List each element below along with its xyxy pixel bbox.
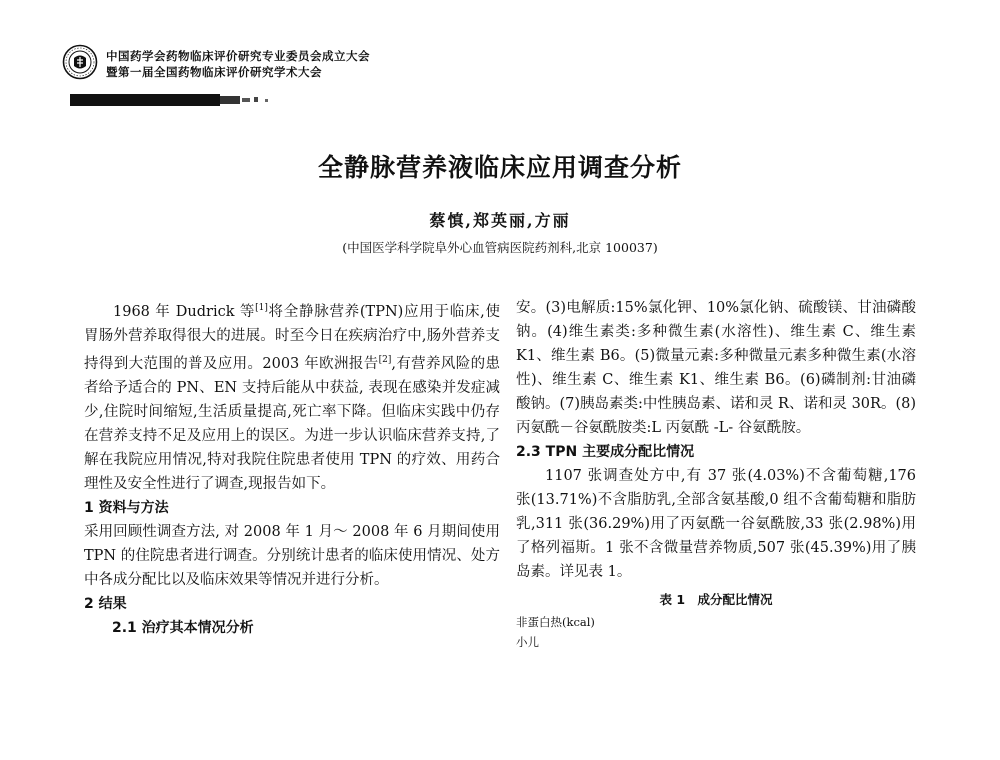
left-column [84, 296, 500, 640]
intro-paragraph: 1968 年 Dudrick 等[1]将全静脉营养(TPN)应用于临床,使胃肠外营养取得很大的进展。时至今日在疾病治疗中,肠外营养支持得到大范围的普及应用。2003 年欧洲报告[2],有营养风险的患者给予适合的 PN、EN 支持后能从中获益, 表现在感染并发症减少,住院时间缩短,生活质量提高,死亡率下降。但临床实践中仍存在营养支持不足及应用上的误区。为进一步认识临床营养支持,了解在我院应用情况,特对我院住院患者使用 TPN 的疗效、用药合理性及安全性进行了调查,现报告如下。 [84, 303, 501, 492]
methods-paragraph: 采用回顾性调查方法, 对 2008 年 1 月～ 2008 年 6 月期间使用 TPN 的住院患者进行调查。分别统计患者的临床使用情况、处方中各成分配比以及临床效果等情况并进行分析。 [84, 523, 500, 588]
paper-title: 全静脉营养液临床应用调查分析 [317, 153, 682, 182]
citation-2: [2] [378, 354, 392, 365]
society-seal-icon [62, 44, 98, 80]
org-name-line-1: 中国药学会药物临床评价研究专业委员会成立大会 [106, 49, 370, 63]
section-heading-1: 1 资料与方法 [84, 499, 169, 516]
conference-header [62, 44, 482, 94]
right-column [516, 296, 916, 652]
table-caption: 表 1 成分配比情况 [659, 592, 773, 607]
authors: 蔡慎,郑英丽,方丽 [429, 211, 571, 230]
ratio-paragraph: 1107 张调查处方中,有 37 张(4.03%)不含葡萄糖,176 张(13.71%)不含脂肪乳,全部含氨基酸,0 组不含葡萄糖和脂肪乳,311 张(36.29%)用了丙氨酰一谷氨酰胺,33 张(2.98%)用了格列福斯。1 张不含微量营养物质,507 张(45.39%)用了胰岛素。详见表 1。 [516, 468, 916, 580]
scan-artifact-bar [70, 92, 280, 110]
affiliation: (中国医学科学院阜外心血管病医院药剂科,北京 100037) [342, 240, 658, 255]
citation-1: [1] [255, 303, 268, 313]
table-row: 非蛋白热(kcal) [516, 615, 595, 629]
org-name-line-2: 暨第一届全国药物临床评价研究学术大会 [106, 65, 322, 79]
table-row: 小儿 [516, 635, 539, 649]
subsection-heading-2-3: 2.3 TPN 主要成分配比情况 [516, 444, 695, 460]
subsection-heading-2-1: 2.1 治疗其本情况分析 [112, 619, 254, 636]
section-heading-2: 2 结果 [84, 595, 127, 612]
component-list-paragraph: 安。(3)电解质:15%氯化钾、10%氯化钠、硫酸镁、甘油磷酸钠。(4)维生素类:多种微生素(水溶性)、维生素 C、维生素 K1、维生素 B6。(5)微量元素:多种微量元素多种微生素(水溶性)、维生素 C、维生素 K1、维生素 B6。(6)磷制剂:甘油磷酸钠。(7)胰岛素类:中性胰岛素、诺和灵 R、诺和灵 30R。(8) 丙氨酰－谷氨酰胺类:L 丙氨酰 -L- 谷氨酰胺。 [516, 300, 916, 436]
